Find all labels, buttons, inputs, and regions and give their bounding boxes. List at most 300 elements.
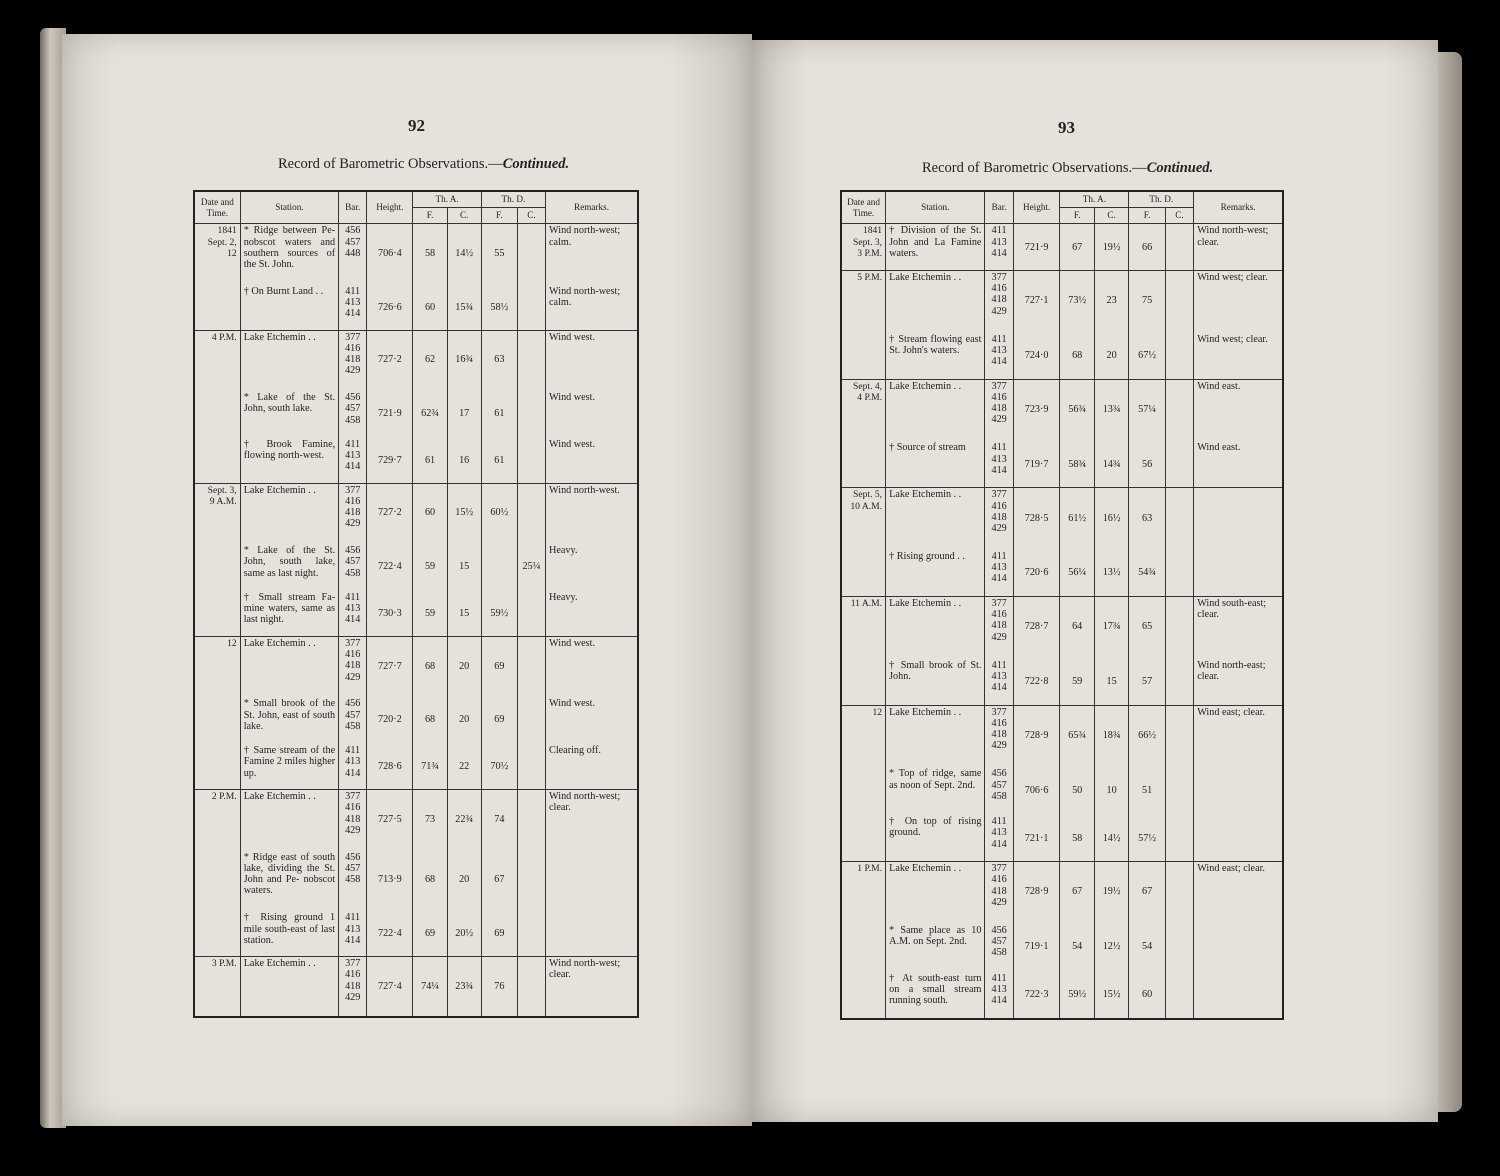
- remarks-cell: Wind west.: [546, 389, 638, 436]
- height-cell: 719·1: [1013, 922, 1060, 970]
- height-cell: 727·7: [367, 637, 413, 696]
- th-d-c-cell: [1165, 705, 1193, 765]
- th-d-f-cell: 57: [1129, 657, 1165, 705]
- station-cell: † Brook Famine, flowing north-west.: [240, 436, 338, 483]
- th-a-c-cell: 17¾: [1094, 597, 1128, 657]
- th-d-f-cell: 60: [1129, 970, 1165, 1019]
- remarks-cell: Heavy.: [546, 542, 638, 589]
- header-th-a-f: F.: [1060, 208, 1094, 224]
- th-d-f-cell: 65: [1129, 597, 1165, 657]
- bar-cell: 411 413 414: [339, 436, 367, 483]
- th-a-f-cell: 68: [413, 637, 447, 696]
- date-time-cell: [841, 765, 886, 813]
- remarks-cell: Wind north-west; calm.: [546, 283, 638, 330]
- bar-cell: 411 413 414: [985, 224, 1013, 271]
- date-time-cell: 1841 Sept. 3, 3 P.M.: [841, 224, 886, 271]
- station-cell: Lake Etchemin . .: [886, 597, 985, 657]
- th-d-c-cell: [1165, 922, 1193, 970]
- table-row: [194, 849, 638, 910]
- bar-cell: 411 413 414: [339, 742, 367, 789]
- remarks-cell: Wind east.: [1194, 439, 1283, 487]
- th-d-c-cell: [1165, 488, 1193, 548]
- bar-cell: 377 416 418 429: [985, 488, 1013, 548]
- th-d-c-cell: [517, 330, 545, 389]
- table-row: [841, 548, 1283, 596]
- th-d-f-cell: 59½: [481, 589, 517, 636]
- header-th-a: Th. A.: [413, 191, 481, 208]
- bar-cell: 377 416 418 429: [985, 270, 1013, 330]
- date-time-cell: [194, 436, 240, 483]
- th-d-c-cell: [517, 483, 545, 542]
- station-cell: † Rising ground . .: [886, 548, 985, 596]
- th-a-f-cell: 50: [1060, 765, 1094, 813]
- height-cell: 723·9: [1013, 379, 1060, 439]
- date-time-cell: [194, 542, 240, 589]
- header-bar: Bar.: [985, 191, 1013, 224]
- th-a-c-cell: 13¾: [1094, 379, 1128, 439]
- table-row: [194, 542, 638, 589]
- remarks-cell: Wind west.: [546, 637, 638, 696]
- observations-table-right: [840, 190, 1284, 1020]
- th-a-c-cell: 15: [447, 542, 481, 589]
- date-time-cell: [841, 657, 886, 705]
- th-d-c-cell: [517, 742, 545, 789]
- remarks-cell: Wind north-west; clear.: [1194, 224, 1283, 271]
- header-th-a-c: C.: [447, 208, 481, 224]
- remarks-cell: Wind north-west.: [546, 483, 638, 542]
- header-station: Station.: [886, 191, 985, 224]
- th-a-c-cell: 16½: [1094, 488, 1128, 548]
- header-th-d-f: F.: [1129, 208, 1165, 224]
- th-a-c-cell: 14¾: [1094, 439, 1128, 487]
- th-a-f-cell: 59: [413, 542, 447, 589]
- th-a-c-cell: 22: [447, 742, 481, 789]
- date-time-cell: 12: [841, 705, 886, 765]
- table-row: [841, 922, 1283, 970]
- th-d-c-cell: [1165, 970, 1193, 1019]
- station-cell: * Lake of the St. John, south lake, same as last night.: [240, 542, 338, 589]
- th-a-c-cell: 15: [1094, 657, 1128, 705]
- station-cell: † Same stream of the Famine 2 miles higher up.: [240, 742, 338, 789]
- th-a-f-cell: 64: [1060, 597, 1094, 657]
- station-cell: * Top of ridge, same as noon of Sept. 2nd.: [886, 765, 985, 813]
- th-d-c-cell: [517, 283, 545, 330]
- th-d-c-cell: [1165, 331, 1193, 379]
- th-a-c-cell: 23: [1094, 270, 1128, 330]
- bar-cell: 456 457 458: [339, 695, 367, 742]
- table-body-left: [194, 224, 638, 1017]
- remarks-cell: [546, 909, 638, 956]
- height-cell: 722·8: [1013, 657, 1060, 705]
- th-d-f-cell: 61: [481, 389, 517, 436]
- th-a-f-cell: 68: [413, 849, 447, 910]
- th-d-c-cell: [1165, 270, 1193, 330]
- bar-cell: 411 413 414: [339, 909, 367, 956]
- station-cell: * Small brook of the St. John, east of south lake.: [240, 695, 338, 742]
- title-text: Record of Barometric Observations.—: [922, 160, 1147, 176]
- th-d-c-cell: [1165, 224, 1193, 271]
- remarks-cell: [1194, 813, 1283, 861]
- table-row: [194, 224, 638, 283]
- bar-cell: 456 457 458: [985, 765, 1013, 813]
- th-a-c-cell: 14½: [1094, 813, 1128, 861]
- table-row: [194, 589, 638, 636]
- header-date-time: Date and Time.: [841, 191, 886, 224]
- bar-cell: 377 416 418 429: [339, 483, 367, 542]
- date-time-cell: [841, 813, 886, 861]
- th-d-c-cell: [1165, 548, 1193, 596]
- station-cell: † Stream flowing east St. John's waters.: [886, 331, 985, 379]
- station-cell: † Source of stream: [886, 439, 985, 487]
- title-continued: Continued.: [1146, 160, 1214, 176]
- bar-cell: 377 416 418 429: [985, 862, 1013, 922]
- bar-cell: 377 416 418 429: [339, 957, 367, 1017]
- station-cell: * Ridge between Pe- nobscot waters and southern sources of the St. John.: [240, 224, 338, 283]
- th-d-f-cell: 58½: [481, 283, 517, 330]
- th-a-f-cell: 60: [413, 283, 447, 330]
- station-cell: † At south-east turn on a small stream running south.: [886, 970, 985, 1019]
- station-cell: † Small brook of St. John.: [886, 657, 985, 705]
- th-a-f-cell: 59: [413, 589, 447, 636]
- table-row: [841, 657, 1283, 705]
- th-a-f-cell: 54: [1060, 922, 1094, 970]
- table-row: [194, 389, 638, 436]
- th-a-f-cell: 68: [1060, 331, 1094, 379]
- remarks-cell: Wind south-east; clear.: [1194, 597, 1283, 657]
- remarks-cell: [1194, 765, 1283, 813]
- th-d-c-cell: [517, 589, 545, 636]
- header-remarks: Remarks.: [546, 191, 638, 224]
- th-d-c-cell: [517, 436, 545, 483]
- station-cell: * Same place as 10 A.M. on Sept. 2nd.: [886, 922, 985, 970]
- height-cell: 721·9: [367, 389, 413, 436]
- date-time-cell: [194, 589, 240, 636]
- bar-cell: 456 457 458: [339, 849, 367, 910]
- page-edges-right: [1436, 52, 1462, 1112]
- remarks-cell: [1194, 970, 1283, 1019]
- date-time-cell: Sept. 3, 9 A.M.: [194, 483, 240, 542]
- header-height: Height.: [367, 191, 413, 224]
- date-time-cell: [841, 970, 886, 1019]
- header-date-time: Date and Time.: [194, 191, 240, 224]
- date-time-cell: 1 P.M.: [841, 862, 886, 922]
- th-a-c-cell: 19½: [1094, 224, 1128, 271]
- th-d-c-cell: [517, 224, 545, 283]
- th-d-c-cell: [1165, 597, 1193, 657]
- th-a-c-cell: 18¾: [1094, 705, 1128, 765]
- date-time-cell: 12: [194, 637, 240, 696]
- remarks-cell: Wind north-west; calm.: [546, 224, 638, 283]
- th-a-c-cell: 17: [447, 389, 481, 436]
- th-a-f-cell: 56¼: [1060, 548, 1094, 596]
- th-d-f-cell: 76: [481, 957, 517, 1017]
- th-d-f-cell: 54: [1129, 922, 1165, 970]
- station-cell: † Division of the St. John and La Famine waters.: [886, 224, 985, 271]
- th-a-c-cell: 20: [447, 695, 481, 742]
- station-cell: Lake Etchemin . .: [240, 637, 338, 696]
- th-d-f-cell: 61: [481, 436, 517, 483]
- height-cell: 726·6: [367, 283, 413, 330]
- header-th-d-f: F.: [481, 208, 517, 224]
- th-a-f-cell: 69: [413, 909, 447, 956]
- station-cell: † On Burnt Land . .: [240, 283, 338, 330]
- table-row: [841, 270, 1283, 330]
- remarks-cell: Wind west; clear.: [1194, 270, 1283, 330]
- date-time-cell: [194, 742, 240, 789]
- th-a-f-cell: 61: [413, 436, 447, 483]
- bar-cell: 411 413 414: [985, 548, 1013, 596]
- th-d-f-cell: 54¾: [1129, 548, 1165, 596]
- remarks-cell: Wind west; clear.: [1194, 331, 1283, 379]
- th-a-c-cell: 20: [447, 849, 481, 910]
- bar-cell: 377 416 418 429: [985, 379, 1013, 439]
- th-d-c-cell: [1165, 862, 1193, 922]
- date-time-cell: [841, 331, 886, 379]
- table-row: [194, 790, 638, 849]
- date-time-cell: 1841 Sept. 2, 12: [194, 224, 240, 283]
- header-th-d: Th. D.: [481, 191, 545, 208]
- table-row: [841, 970, 1283, 1019]
- table-row: [841, 439, 1283, 487]
- remarks-cell: Clearing off.: [546, 742, 638, 789]
- th-a-f-cell: 67: [1060, 224, 1094, 271]
- th-d-c-cell: [517, 790, 545, 849]
- th-d-f-cell: 55: [481, 224, 517, 283]
- bar-cell: 377 416 418 429: [985, 705, 1013, 765]
- table-row: [841, 488, 1283, 548]
- remarks-cell: [546, 849, 638, 910]
- remarks-cell: [1194, 922, 1283, 970]
- remarks-cell: Wind east; clear.: [1194, 862, 1283, 922]
- th-a-f-cell: 58: [1060, 813, 1094, 861]
- height-cell: 724·0: [1013, 331, 1060, 379]
- station-cell: Lake Etchemin . .: [886, 705, 985, 765]
- th-a-c-cell: 15: [447, 589, 481, 636]
- th-d-f-cell: 69: [481, 909, 517, 956]
- station-cell: Lake Etchemin . .: [240, 330, 338, 389]
- th-d-c-cell: [517, 849, 545, 910]
- date-time-cell: Sept. 4, 4 P.M.: [841, 379, 886, 439]
- header-remarks: Remarks.: [1194, 191, 1283, 224]
- th-a-f-cell: 59½: [1060, 970, 1094, 1019]
- th-d-c-cell: [1165, 813, 1193, 861]
- table-row: [841, 813, 1283, 861]
- table-body-right: [841, 224, 1283, 1019]
- station-cell: † On top of rising ground.: [886, 813, 985, 861]
- th-d-f-cell: 66½: [1129, 705, 1165, 765]
- header-height: Height.: [1013, 191, 1060, 224]
- height-cell: 706·4: [367, 224, 413, 283]
- date-time-cell: [841, 548, 886, 596]
- th-a-f-cell: 71¾: [413, 742, 447, 789]
- height-cell: 730·3: [367, 589, 413, 636]
- th-a-c-cell: 13½: [1094, 548, 1128, 596]
- page-number-left: 92: [408, 116, 425, 135]
- th-d-f-cell: [481, 542, 517, 589]
- date-time-cell: [194, 909, 240, 956]
- table-row: [841, 765, 1283, 813]
- bar-cell: 377 416 418 429: [985, 597, 1013, 657]
- th-d-f-cell: 56: [1129, 439, 1165, 487]
- th-a-f-cell: 61½: [1060, 488, 1094, 548]
- header-bar: Bar.: [339, 191, 367, 224]
- th-a-f-cell: 67: [1060, 862, 1094, 922]
- header-th-d-c: C.: [517, 208, 545, 224]
- th-a-c-cell: 15½: [447, 483, 481, 542]
- th-d-c-cell: [517, 637, 545, 696]
- header-th-a-c: C.: [1094, 208, 1128, 224]
- station-cell: Lake Etchemin . .: [886, 270, 985, 330]
- date-time-cell: 5 P.M.: [841, 270, 886, 330]
- th-a-c-cell: 22¾: [447, 790, 481, 849]
- th-a-c-cell: 14½: [447, 224, 481, 283]
- date-time-cell: [194, 849, 240, 910]
- th-d-f-cell: 57½: [1129, 813, 1165, 861]
- remarks-cell: Wind west.: [546, 330, 638, 389]
- th-a-f-cell: 56¾: [1060, 379, 1094, 439]
- table-row: [194, 330, 638, 389]
- height-cell: 728·7: [1013, 597, 1060, 657]
- th-a-c-cell: 19½: [1094, 862, 1128, 922]
- remarks-cell: [1194, 488, 1283, 548]
- remarks-cell: Wind west.: [546, 695, 638, 742]
- page-title-left: [278, 156, 569, 173]
- height-cell: 719·7: [1013, 439, 1060, 487]
- date-time-cell: 2 P.M.: [194, 790, 240, 849]
- th-d-c-cell: [517, 695, 545, 742]
- table-row: [194, 483, 638, 542]
- height-cell: 728·5: [1013, 488, 1060, 548]
- th-d-f-cell: 63: [1129, 488, 1165, 548]
- th-a-f-cell: 65¾: [1060, 705, 1094, 765]
- title-continued: Continued.: [502, 156, 570, 172]
- th-a-f-cell: 74¼: [413, 957, 447, 1017]
- header-th-a: Th. A.: [1060, 191, 1129, 208]
- bar-cell: 456 457 458: [339, 542, 367, 589]
- station-cell: Lake Etchemin . .: [240, 957, 338, 1017]
- date-time-cell: Sept. 5, 10 A.M.: [841, 488, 886, 548]
- header-station: Station.: [240, 191, 338, 224]
- title-text: Record of Barometric Observations.—: [278, 156, 503, 172]
- height-cell: 721·9: [1013, 224, 1060, 271]
- table-row: [194, 283, 638, 330]
- bar-cell: 411 413 414: [985, 439, 1013, 487]
- height-cell: 728·9: [1013, 705, 1060, 765]
- height-cell: 727·4: [367, 957, 413, 1017]
- table-row: [194, 909, 638, 956]
- th-d-c-cell: [1165, 439, 1193, 487]
- bar-cell: 411 413 414: [339, 589, 367, 636]
- th-a-c-cell: 15½: [1094, 970, 1128, 1019]
- bar-cell: 377 416 418 429: [339, 790, 367, 849]
- th-d-f-cell: 51: [1129, 765, 1165, 813]
- th-d-f-cell: 67½: [1129, 331, 1165, 379]
- th-a-c-cell: 20½: [447, 909, 481, 956]
- header-th-d-c: C.: [1165, 208, 1193, 224]
- th-a-c-cell: 16: [447, 436, 481, 483]
- height-cell: 727·2: [367, 330, 413, 389]
- bar-cell: 411 413 414: [985, 970, 1013, 1019]
- station-cell: Lake Etchemin . .: [886, 862, 985, 922]
- date-time-cell: [841, 922, 886, 970]
- table-row: [194, 695, 638, 742]
- height-cell: 729·7: [367, 436, 413, 483]
- table-row: [194, 436, 638, 483]
- station-cell: † Small stream Fa- mine waters, same as last night.: [240, 589, 338, 636]
- height-cell: 721·1: [1013, 813, 1060, 861]
- date-time-cell: [841, 439, 886, 487]
- th-a-f-cell: 68: [413, 695, 447, 742]
- remarks-cell: Wind north-west; clear.: [546, 957, 638, 1017]
- height-cell: 722·4: [367, 909, 413, 956]
- th-d-f-cell: 75: [1129, 270, 1165, 330]
- bar-cell: 411 413 414: [985, 331, 1013, 379]
- height-cell: 720·6: [1013, 548, 1060, 596]
- station-cell: † Rising ground 1 mile south-east of last station.: [240, 909, 338, 956]
- height-cell: 722·4: [367, 542, 413, 589]
- bar-cell: 411 413 414: [985, 813, 1013, 861]
- remarks-cell: Heavy.: [546, 589, 638, 636]
- th-a-f-cell: 62: [413, 330, 447, 389]
- observations-table-left: [193, 190, 639, 1018]
- table-row: [841, 331, 1283, 379]
- th-a-f-cell: 58: [413, 224, 447, 283]
- table-row: [841, 705, 1283, 765]
- bar-cell: 456 457 448: [339, 224, 367, 283]
- station-cell: Lake Etchemin . .: [886, 488, 985, 548]
- th-d-c-cell: [1165, 379, 1193, 439]
- th-d-f-cell: 57¼: [1129, 379, 1165, 439]
- th-d-c-cell: 25¼: [517, 542, 545, 589]
- bar-cell: 411 413 414: [985, 657, 1013, 705]
- remarks-cell: Wind north-west; clear.: [546, 790, 638, 849]
- th-a-c-cell: 10: [1094, 765, 1128, 813]
- table-row: [194, 637, 638, 696]
- th-d-f-cell: 63: [481, 330, 517, 389]
- th-d-f-cell: 66: [1129, 224, 1165, 271]
- th-a-f-cell: 73: [413, 790, 447, 849]
- remarks-cell: Wind west.: [546, 436, 638, 483]
- th-a-c-cell: 20: [447, 637, 481, 696]
- header-th-d: Th. D.: [1129, 191, 1194, 208]
- table-row: [841, 597, 1283, 657]
- height-cell: 713·9: [367, 849, 413, 910]
- table-row: [841, 862, 1283, 922]
- station-cell: Lake Etchemin . .: [240, 790, 338, 849]
- page-title-right: [922, 160, 1213, 177]
- bar-cell: 456 457 458: [339, 389, 367, 436]
- th-d-f-cell: 69: [481, 695, 517, 742]
- date-time-cell: 4 P.M.: [194, 330, 240, 389]
- th-d-f-cell: 67: [1129, 862, 1165, 922]
- th-d-c-cell: [517, 909, 545, 956]
- th-a-c-cell: 23¾: [447, 957, 481, 1017]
- th-a-f-cell: 60: [413, 483, 447, 542]
- th-d-f-cell: 67: [481, 849, 517, 910]
- remarks-cell: Wind east; clear.: [1194, 705, 1283, 765]
- table-row: [194, 742, 638, 789]
- station-cell: * Ridge east of south lake, dividing the St. John and Pe- nobscot waters.: [240, 849, 338, 910]
- date-time-cell: [194, 283, 240, 330]
- height-cell: 728·9: [1013, 862, 1060, 922]
- th-d-c-cell: [1165, 657, 1193, 705]
- th-a-c-cell: 16¾: [447, 330, 481, 389]
- bar-cell: 377 416 418 429: [339, 330, 367, 389]
- th-a-c-cell: 20: [1094, 331, 1128, 379]
- station-cell: * Lake of the St. John, south lake.: [240, 389, 338, 436]
- height-cell: 722·3: [1013, 970, 1060, 1019]
- th-d-c-cell: [517, 389, 545, 436]
